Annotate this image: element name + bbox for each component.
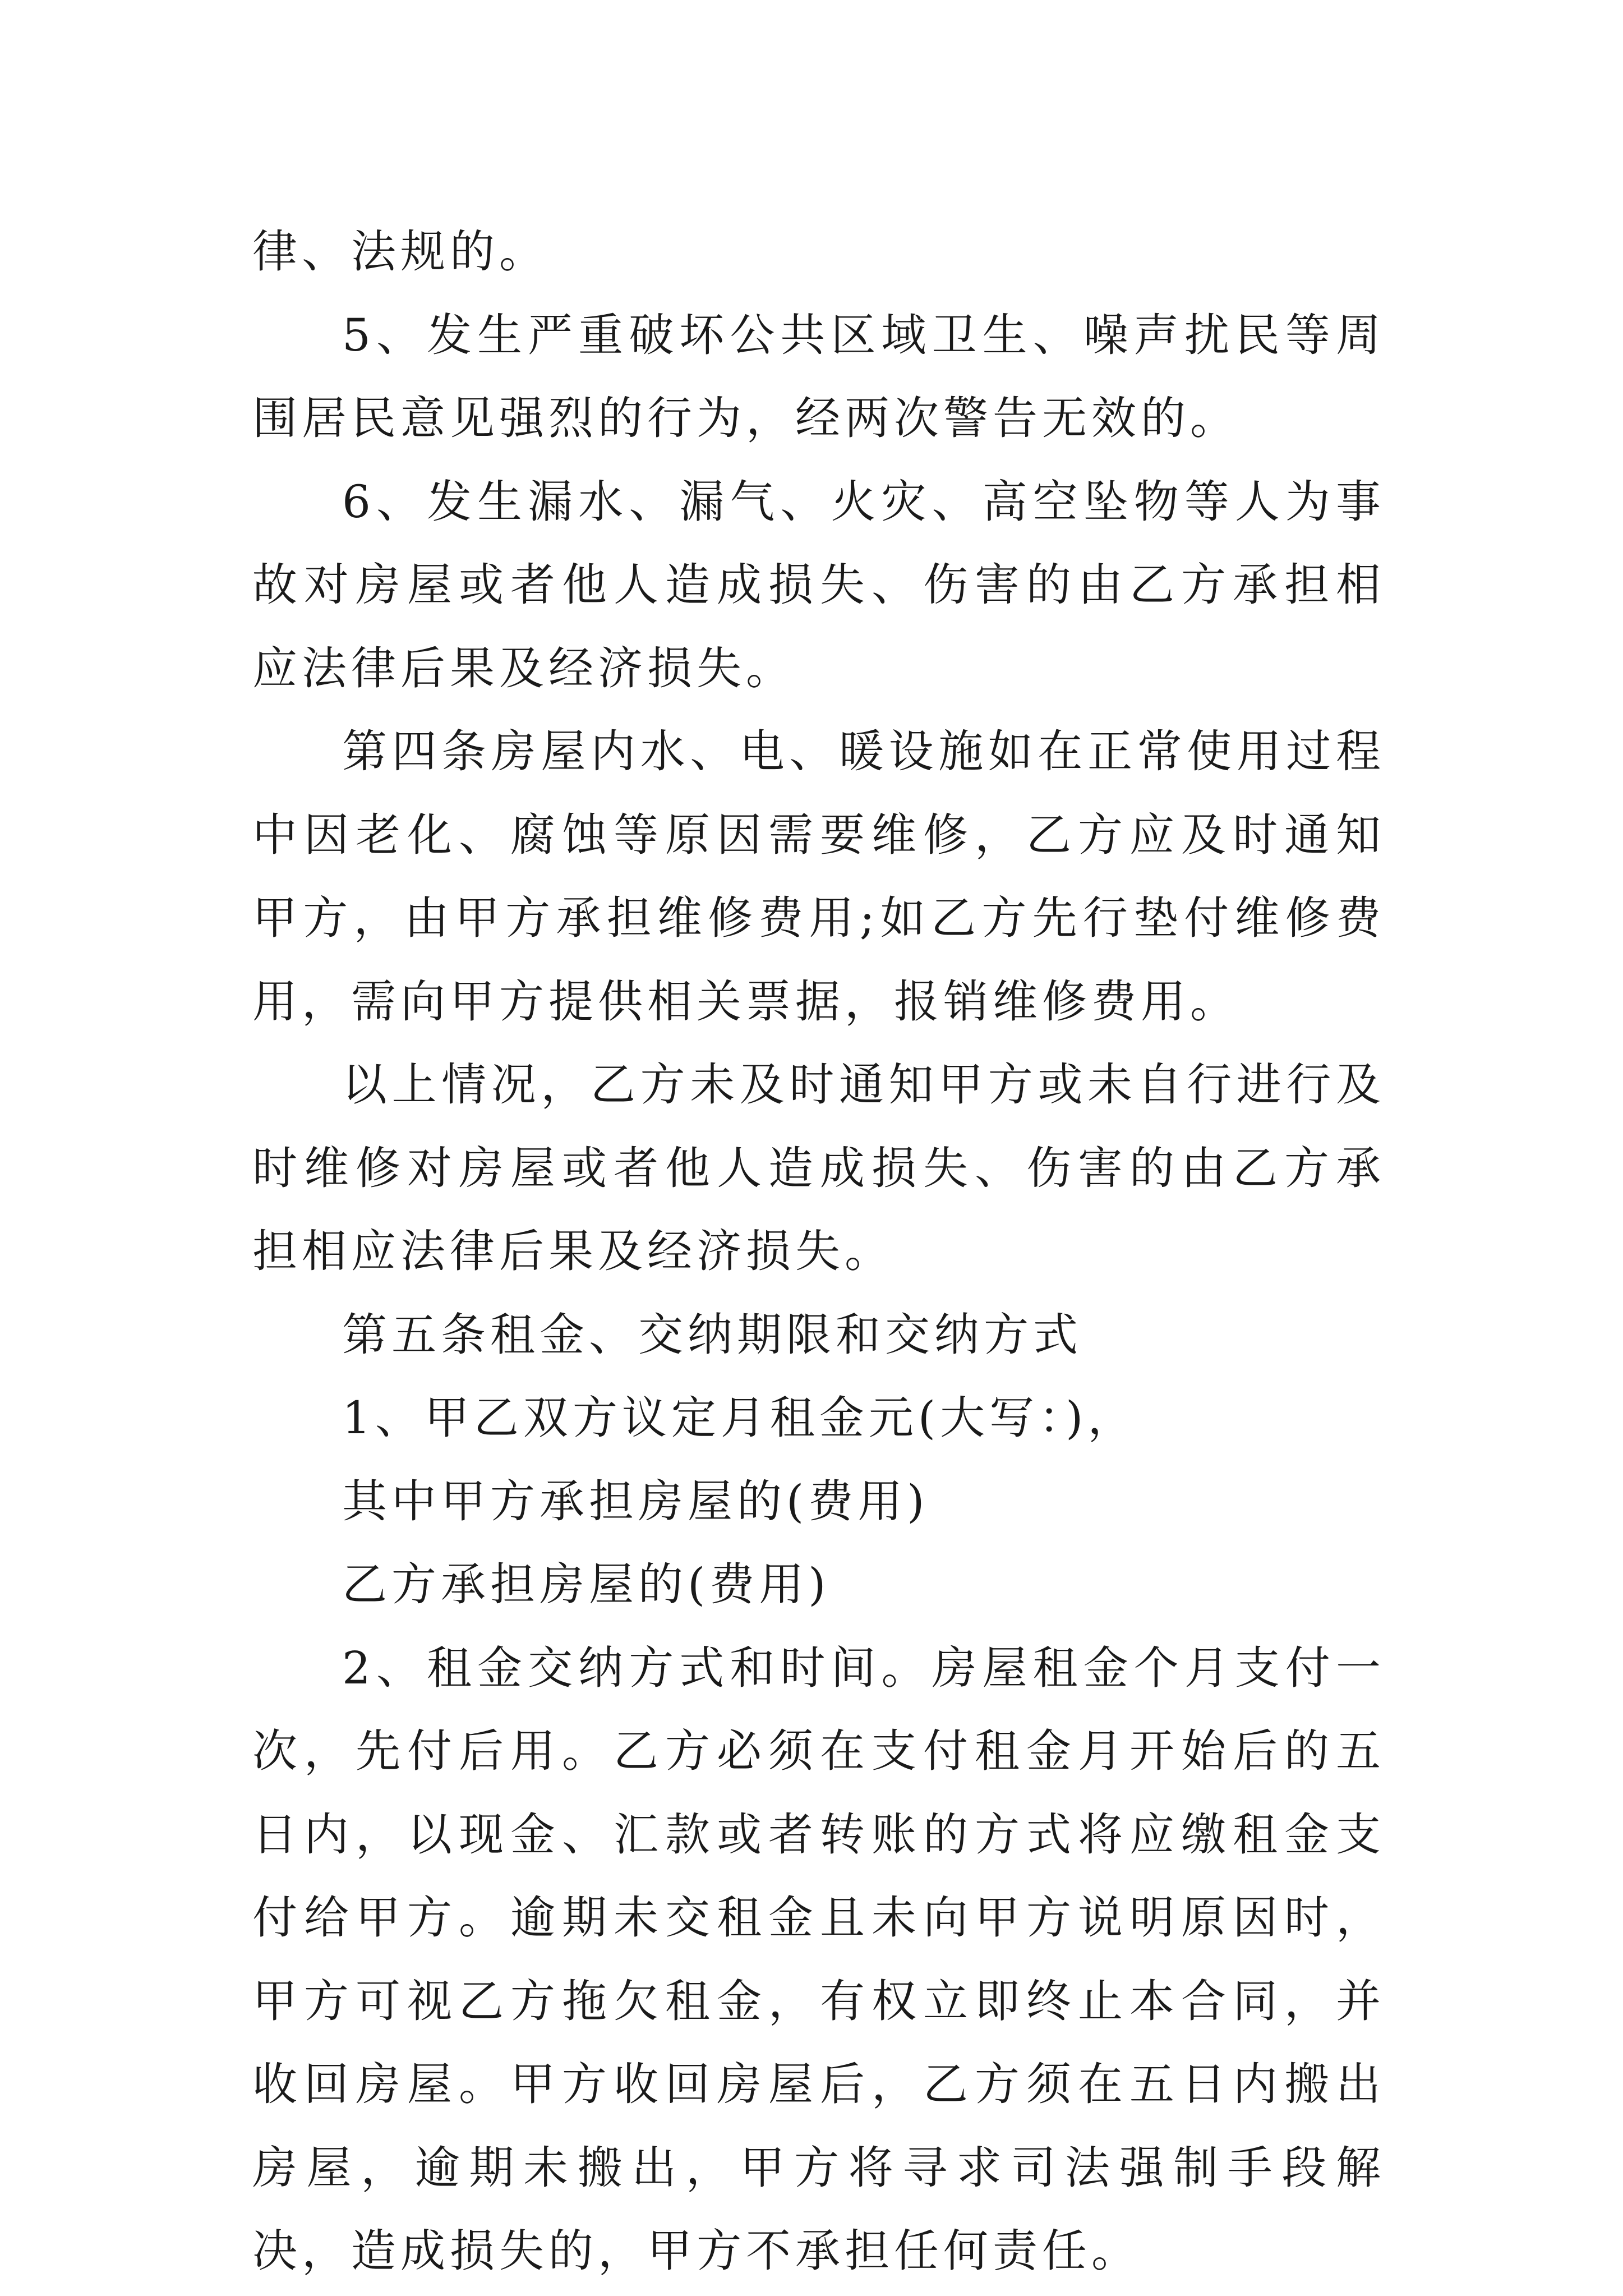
paragraph-rent-amount: 1、甲乙双方议定月租金元(大写：)， [342, 1392, 1137, 1444]
document-body [252, 210, 1385, 2293]
paragraph-article-4: 第四条房屋内水、电、暖设施如在正常使用过程中因老化、腐蚀等原因需要维修，乙方应及时通知甲方，由甲方承担维修费用;如乙方先行垫付维修费用，需向甲方提供相关票据，报销维修费用。 [252, 725, 1385, 1028]
paragraph-clause-5: 5、发生严重破坏公共区域卫生、噪声扰民等周围居民意见强烈的行为，经两次警告无效的。 [252, 309, 1385, 444]
paragraph-party-a-costs: 其中甲方承担房屋的(费用) [342, 1475, 929, 1527]
paragraph-liability: 以上情况，乙方未及时通知甲方或未自行进行及时维修对房屋或者他人造成损失、伤害的由乙方承担相应法律后果及经济损失。 [252, 1059, 1385, 1277]
paragraph-clause-6: 6、发生漏水、漏气、火灾、高空坠物等人为事故对房屋或者他人造成损失、伤害的由乙方承担相应法律后果及经济损失。 [252, 475, 1385, 694]
paragraph-article-5-heading: 第五条租金、交纳期限和交纳方式 [342, 1308, 1082, 1361]
paragraph-continuation: 律、法规的。 [252, 226, 548, 278]
paragraph-payment-terms: 2、租金交纳方式和时间。房屋租金个月支付一次，先付后用。乙方必须在支付租金月开始后的五日内，以现金、汇款或者转账的方式将应缴租金支付给甲方。逾期未交租金且未向甲方说明原因时，甲方可视乙方拖欠租金，有权立即终止本合同，并收回房屋。甲方收回房屋后，乙方须在五日内搬出房屋，逾期未搬出，甲方将寻求司法强制手段解决，造成损失的，甲方不承担任何责任。 [252, 1641, 1385, 2277]
paragraph-party-b-costs: 乙方承担房屋的(费用) [342, 1558, 831, 1611]
